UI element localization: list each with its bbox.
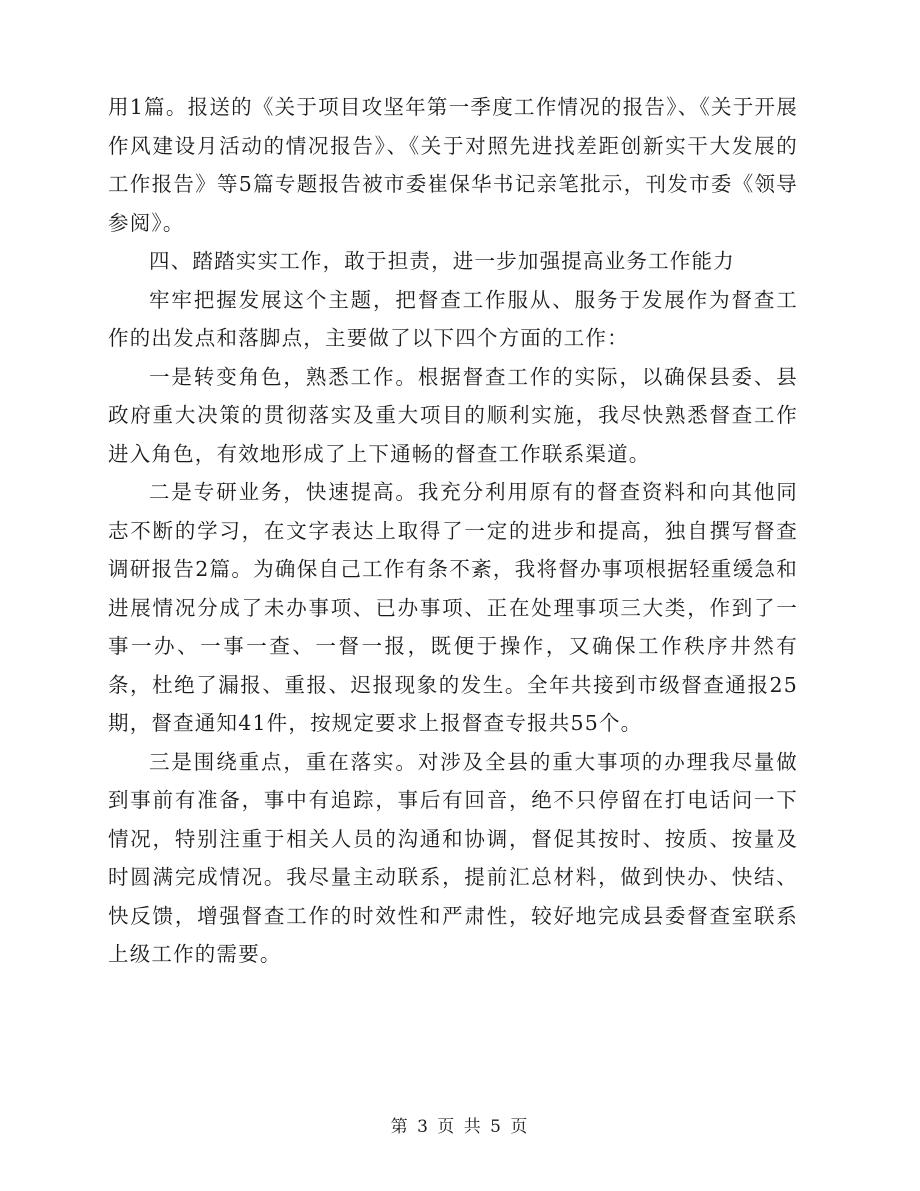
paragraph-intro: 牢牢把握发展这个主题，把督查工作服从、服务于发展作为督查工作的出发点和落脚点，主要做了以下四个方面的工作： [108, 287, 798, 350]
paragraph-point-three: 三是围绕重点，重在落实。对涉及全县的重大事项的办理我尽量做到事前有准备，事中有追踪，事后有回音，绝不只停留在打电话问一下情况，特别注重于相关人员的沟通和协调，督促其按时、按质、按量及时圆满完成情况。我尽量主动联系，提前汇总材料，做到快办、快结、快反馈，增强督查工作的时效性和严肃性，较好地完成县委督查室联系上级工作的需要。 [108, 749, 798, 966]
paragraph-point-one: 一是转变角色，熟悉工作。根据督查工作的实际，以确保县委、县政府重大决策的贯彻落实及重大项目的顺利实施，我尽快熟悉督查工作进入角色，有效地形成了上下通畅的督查工作联系渠道。 [108, 364, 798, 466]
paragraph-continuation: 用1篇。报送的《关于项目攻坚年第一季度工作情况的报告》、《关于开展作风建设月活动的情况报告》、《关于对照先进找差距创新实干大发展的工作报告》等5篇专题报告被市委崔保华书记亲笔批示，刊发市委《领导参阅》。 [108, 95, 798, 235]
document-body [108, 88, 798, 974]
page-number-footer: 第 3 页 共 5 页 [390, 1117, 530, 1137]
paragraph-point-two: 二是专研业务，快速提高。我充分利用原有的督查资料和向其他同志不断的学习，在文字表达上取得了一定的进步和提高，独自撰写督查调研报告2篇。为确保自己工作有条不紊，我将督办事项根据轻重缓急和进展情况分成了未办事项、已办事项、正在处理事项三大类，作到了一事一办、一事一查、一督一报，既便于操作，又确保工作秩序井然有条，杜绝了漏报、重报、迟报现象的发生。全年共接到市级督查通报25期，督查通知41件，按规定要求上报督查专报共55个。 [108, 480, 798, 735]
section-heading: 四、踏踏实实工作，敢于担责，进一步加强提高业务工作能力 [149, 249, 735, 273]
